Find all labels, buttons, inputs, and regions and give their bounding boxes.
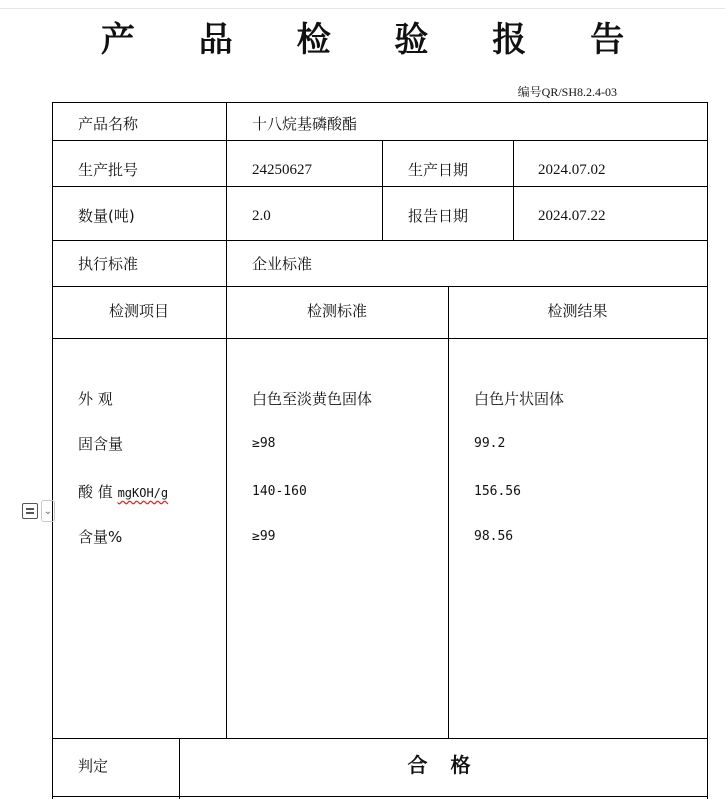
test-spec-appearance: 白色至淡黄色固体 (252, 390, 373, 408)
table-handle-icon[interactable] (22, 503, 38, 519)
test-item-acid-value (78, 482, 168, 503)
row-line-3 (52, 240, 708, 241)
row-line-0 (52, 102, 708, 103)
test-item-appearance: 外 观 (78, 390, 113, 408)
report-date-label: 报告日期 (408, 207, 469, 225)
col-divider-1 (226, 102, 227, 738)
verdict-label: 判定 (78, 757, 109, 775)
product-name-label: 产品名称 (78, 115, 139, 133)
header-test-item: 检测项目 (108, 302, 169, 320)
table-border-right (707, 102, 708, 799)
row-line-1 (52, 140, 708, 141)
prod-date-label: 生产日期 (408, 161, 469, 179)
test-result-acid-value: 156.56 (474, 484, 521, 499)
batch-label: 生产批号 (78, 161, 139, 179)
report-date-value: 2024.07.22 (538, 208, 606, 224)
table-handle[interactable] (22, 498, 70, 524)
test-item-content: 含量% (78, 528, 123, 546)
product-name-value: 十八烷基磷酸酯 (252, 115, 358, 133)
prod-date-value: 2024.07.02 (538, 162, 606, 178)
row-line-6 (52, 738, 708, 739)
batch-value: 24250627 (252, 162, 312, 178)
document-code: 编号QR/SH8.2.4-03 (517, 85, 617, 99)
test-spec-acid-value: 140-160 (252, 484, 307, 499)
quantity-label: 数量(吨) (78, 207, 135, 225)
col-divider-3 (513, 140, 514, 240)
verdict-value: 合 格 (407, 753, 479, 777)
test-item-acid-value-label: 酸 值 (78, 483, 113, 501)
test-result-appearance: 白色片状固体 (474, 390, 565, 408)
row-line-2 (52, 186, 708, 187)
table-border-left (52, 102, 53, 799)
row-line-7 (52, 796, 708, 797)
report-title: 产 品 检 验 报 告 (100, 20, 651, 60)
col-divider-results (448, 286, 449, 738)
test-item-acid-value-unit: mgKOH/g (117, 486, 169, 500)
test-spec-solids: ≥98 (252, 436, 276, 451)
test-result-content: 98.56 (474, 529, 514, 544)
header-test-result: 检测结果 (547, 302, 608, 320)
col-divider-2 (382, 140, 383, 240)
quantity-value: 2.0 (252, 208, 271, 224)
test-result-solids: 99.2 (474, 436, 506, 451)
test-spec-content: ≥99 (252, 529, 276, 544)
standard-label: 执行标准 (78, 255, 139, 273)
test-item-solids: 固含量 (78, 435, 124, 453)
chevron-down-icon[interactable]: ⌄ (41, 500, 55, 522)
row-line-4 (52, 286, 708, 287)
standard-value: 企业标准 (252, 255, 313, 273)
header-test-standard: 检测标准 (306, 302, 367, 320)
row-line-5 (52, 338, 708, 339)
